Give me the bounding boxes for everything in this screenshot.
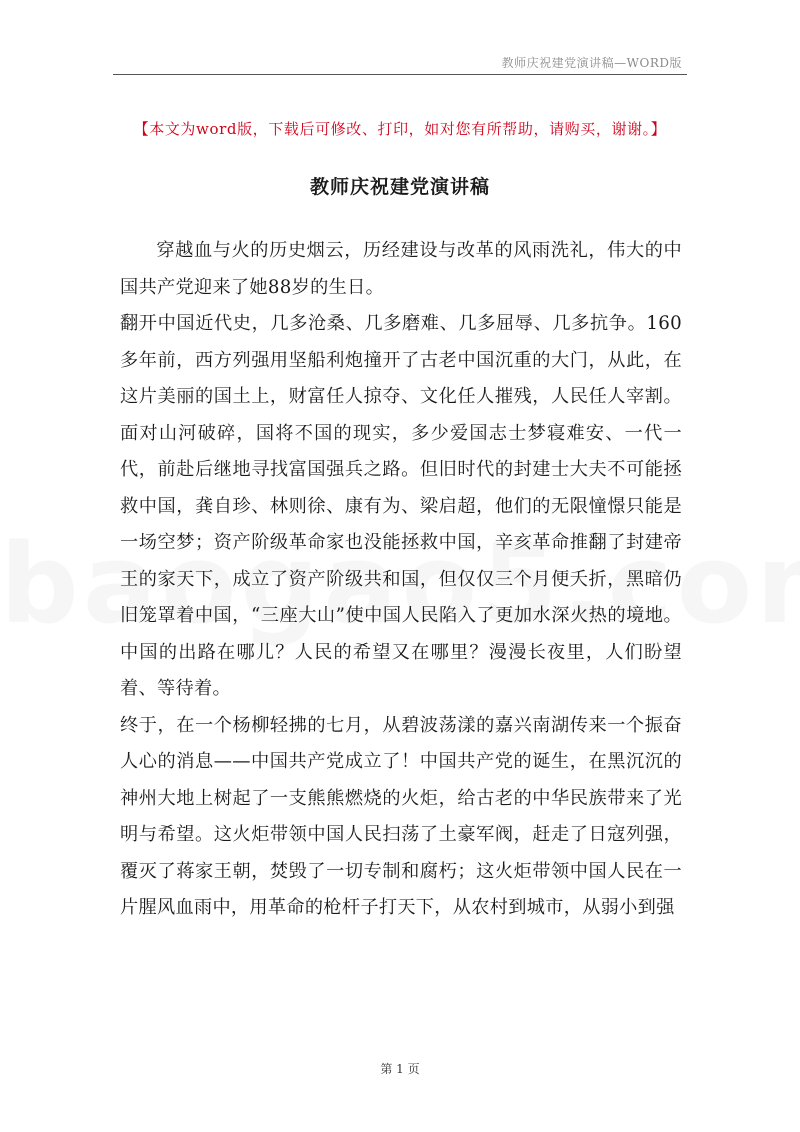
paragraph-history: 翻开中国近代史，几多沧桑、几多磨难、几多屈辱、几多抗争。160多年前，西方列强用坚船利炮撞开了古老中国沉重的大门，从此，在这片美丽的国土上，财富任人掠夺、文化任人摧残，人民任人宰割。面对山河破碎，国将不国的现实，多少爱国志士梦寝难安、一代一代，前赴后继地寻找富国强兵之路。但旧时代的封建士大夫不可能拯救中国，龚自珍、林则徐、康有为、梁启超，他们的无限憧憬只能是一场空梦；资产阶级革命家也没能拯救中国，辛亥革命推翻了封建帝王的家天下，成立了资产阶级共和国，但仅仅三个月便夭折，黑暗仍旧笼罩着中国，“三座大山”使中国人民陷入了更加水深火热的境地。中国的出路在哪儿？人民的希望又在哪里？漫漫长夜里，人们盼望着、等待着。 [120, 313, 682, 699]
document-body [120, 233, 682, 927]
document-title: 教师庆祝建党演讲稿 [309, 176, 490, 198]
running-header: 教师庆祝建党演讲稿—WORD版 [501, 56, 682, 70]
page-number: 第 1 页 [380, 1062, 420, 1076]
paragraph-founding: 终于，在一个杨柳轻拂的七月，从碧波荡漾的嘉兴南湖传来一个振奋人心的消息——中国共产党成立了！中国共产党的诞生，在黑沉沉的神州大地上树起了一支熊熊燃烧的火炬，给古老的中华民族带来了光明与希望。这火炬带领中国人民扫荡了土豪军阀，赶走了日寇列强，覆灭了蒋家王朝，焚毁了一切专制和腐朽；这火炬带领中国人民在一片腥风血雨中，用革命的枪杆子打天下，从农村到城市，从弱小到强 [120, 714, 682, 918]
paragraph-intro: 穿越血与火的历史烟云，历经建设与改革的风雨洗礼，伟大的中国共产党迎来了她88岁的生日。 [120, 240, 682, 298]
purchase-notice: 【本文为word版，下载后可修改、打印，如对您有所帮助，请购买，谢谢。】 [133, 120, 667, 138]
header-divider [113, 74, 687, 75]
